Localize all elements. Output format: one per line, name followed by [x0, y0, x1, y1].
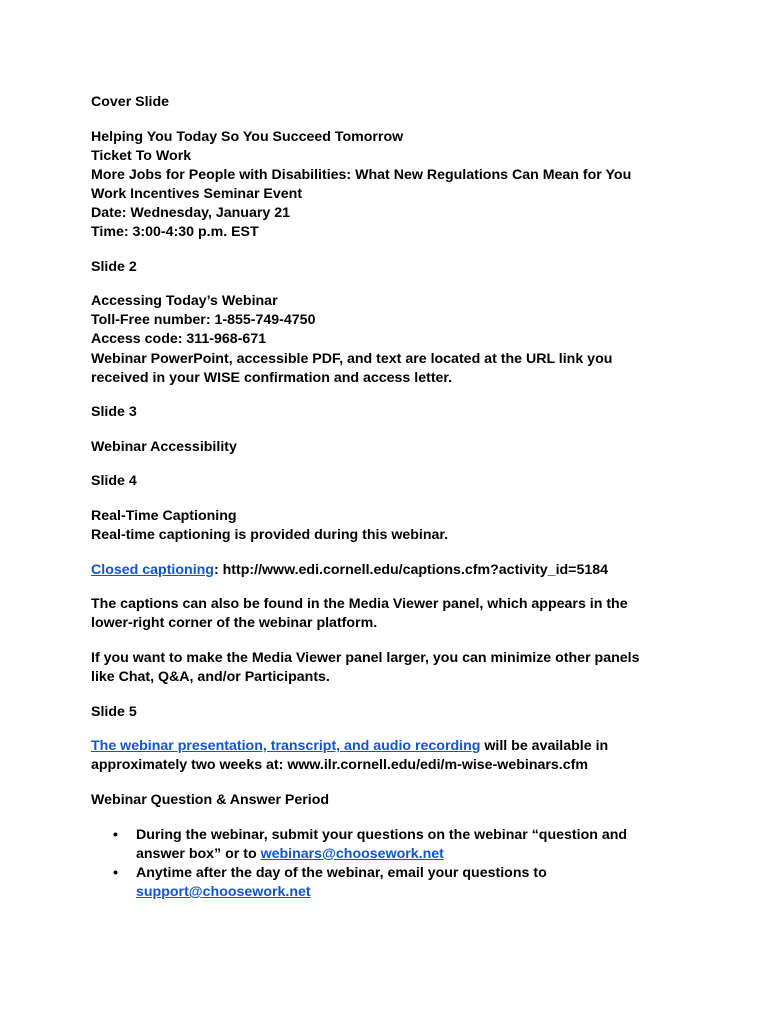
slide4-description: Real-time captioning is provided during this webinar.	[91, 527, 449, 544]
slide5-heading: Slide 5	[91, 703, 137, 720]
slide5-qa-heading-block	[91, 791, 691, 810]
cover-date: Date: Wednesday, January 21	[91, 204, 290, 221]
bullet-icon: •	[113, 864, 118, 881]
slide2-materials-line2: received in your WISE confirmation and access letter.	[91, 369, 453, 386]
slide3-heading-block	[91, 403, 691, 422]
cover-slide-content	[91, 128, 691, 243]
recording-line2: approximately two weeks at: www.ilr.cornell.edu/edi/m-wise-webinars.cfm	[91, 757, 588, 774]
captioning-url: : http://www.edi.cornell.edu/captions.cfm?activity_id=5184	[213, 561, 609, 578]
minimize-line1: If you want to make the Media Viewer panel larger, you can minimize other panels	[91, 649, 640, 666]
cover-event: Work Incentives Seminar Event	[91, 185, 303, 202]
slide4-minimize	[91, 649, 691, 687]
recording-link[interactable]: The webinar presentation, transcript, and audio recording	[91, 738, 481, 755]
slide4-heading-block	[91, 472, 691, 491]
cover-title: Helping You Today So You Succeed Tomorrow	[91, 128, 404, 145]
cover-subtitle: Ticket To Work	[91, 147, 192, 164]
media-viewer-line1: The captions can also be found in the Media Viewer panel, which appears in the	[91, 596, 628, 613]
cover-time: Time: 3:00-4:30 p.m. EST	[91, 224, 259, 241]
slide3-heading: Slide 3	[91, 404, 137, 421]
slide2-content	[91, 292, 691, 387]
webinars-email-link[interactable]: webinars@choosework.net	[260, 845, 444, 862]
qa-bullet-list	[91, 826, 691, 902]
slide2-access-code: Access code: 311-968-671	[91, 331, 267, 348]
bullet1-line2	[136, 845, 691, 864]
slide5-recording	[91, 737, 691, 775]
cover-slide-heading-block	[91, 93, 691, 112]
slide2-materials-line1: Webinar PowerPoint, accessible PDF, and text are located at the URL link you	[91, 350, 613, 367]
document-page	[91, 93, 691, 902]
media-viewer-line2: lower-right corner of the webinar platform.	[91, 615, 378, 632]
recording-line1	[91, 737, 691, 756]
closed-captioning-link[interactable]: Closed captioning	[91, 561, 214, 578]
slide4-media-viewer	[91, 595, 691, 633]
slide4-heading: Slide 4	[91, 473, 137, 490]
captioning-line	[91, 561, 691, 580]
qa-heading: Webinar Question & Answer Period	[91, 791, 330, 808]
bullet1-line1: During the webinar, submit your questions on the webinar “question and	[136, 826, 628, 843]
cover-topic: More Jobs for People with Disabilities: What New Regulations Can Mean for You	[91, 166, 632, 183]
recording-rest: will be available in	[480, 738, 609, 755]
slide4-title: Real-Time Captioning	[91, 508, 237, 524]
bullet2-line2	[136, 883, 691, 902]
bullet2-line1: Anytime after the day of the webinar, email your questions to	[136, 864, 547, 881]
bullet1-prefix: answer box” or to	[136, 845, 261, 862]
list-item	[91, 864, 691, 902]
slide2-heading-block	[91, 258, 691, 277]
slide4-content	[91, 507, 691, 545]
minimize-line2: like Chat, Q&A, and/or Participants.	[91, 669, 330, 686]
slide3-content	[91, 438, 691, 457]
support-email-link[interactable]: support@choosework.net	[136, 883, 311, 900]
bullet-icon: •	[113, 826, 118, 843]
slide4-captioning	[91, 561, 691, 580]
list-item	[91, 826, 691, 864]
slide5-heading-block	[91, 703, 691, 722]
slide2-title: Accessing Today’s Webinar	[91, 293, 278, 310]
slide2-heading: Slide 2	[91, 258, 137, 275]
slide3-title: Webinar Accessibility	[91, 438, 237, 455]
slide2-phone: Toll-Free number: 1-855-749-4750	[91, 312, 316, 329]
cover-slide-heading: Cover Slide	[91, 94, 170, 110]
